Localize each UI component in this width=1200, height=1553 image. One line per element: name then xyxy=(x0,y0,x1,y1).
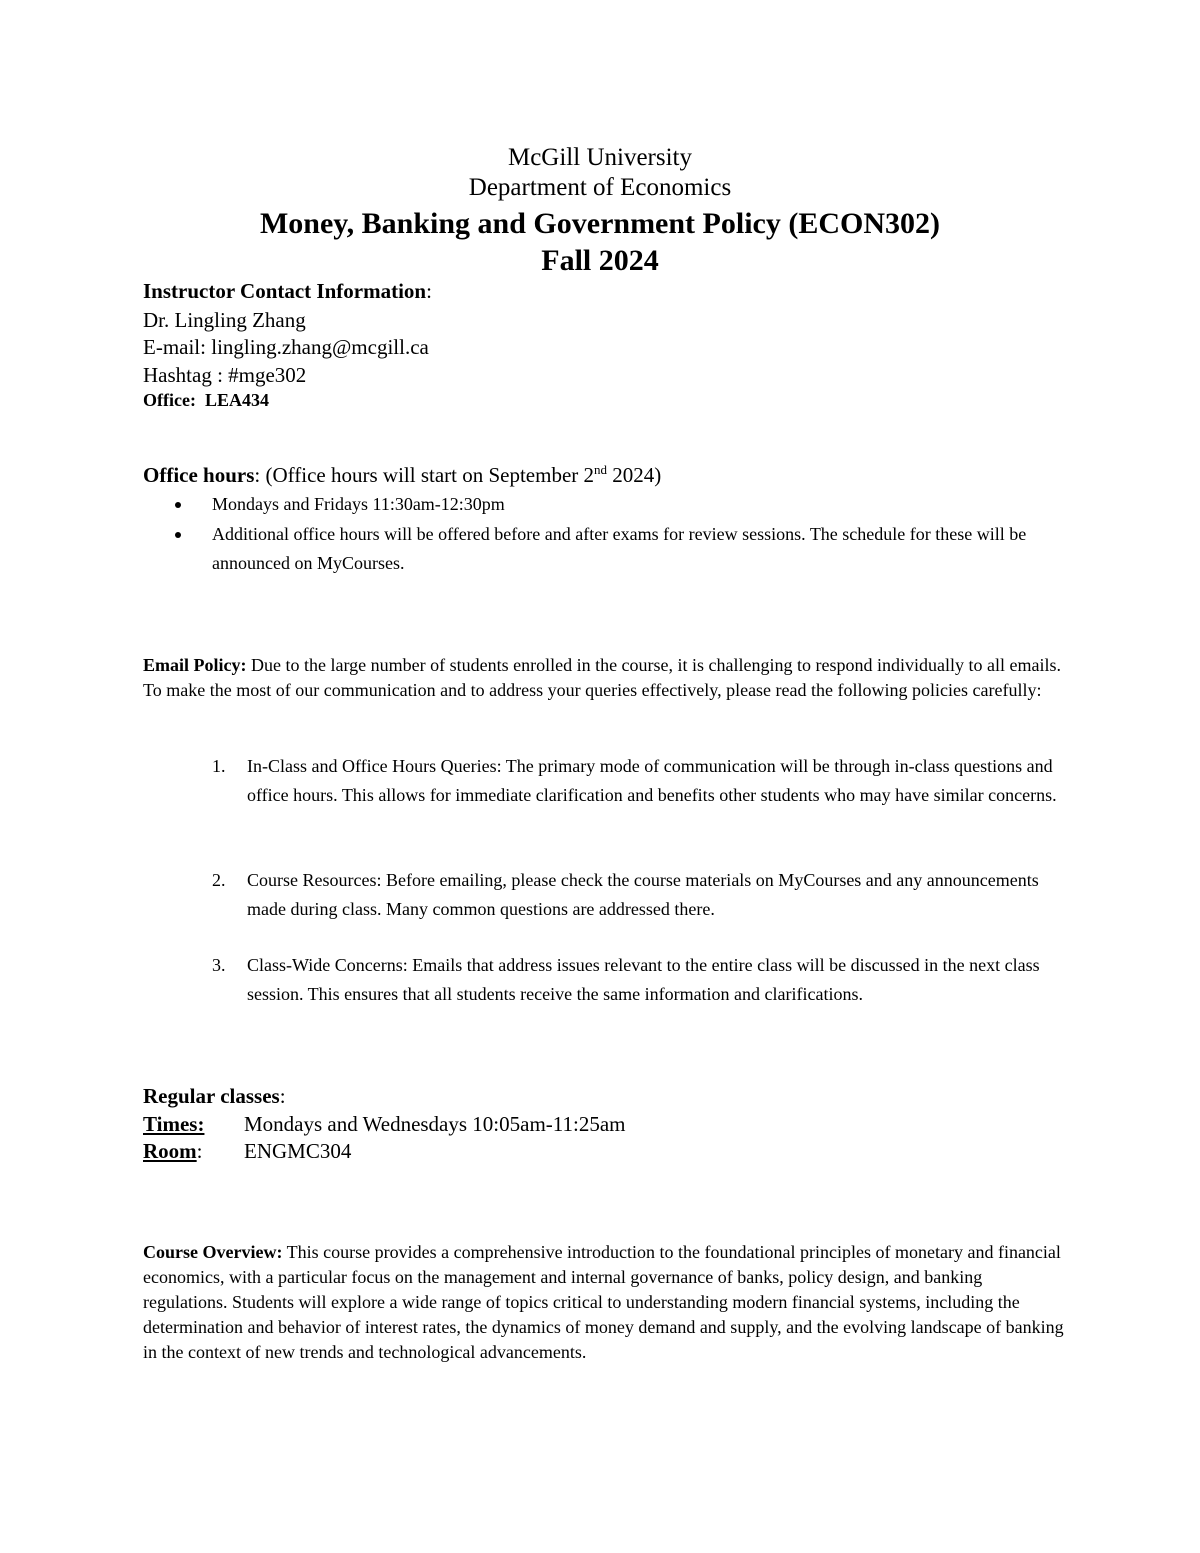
office-hours-item-1: Mondays and Fridays 11:30am-12:30pm xyxy=(212,494,505,514)
course-overview-label: Course Overview: xyxy=(143,1242,283,1262)
room-value: ENGMC304 xyxy=(244,1139,352,1163)
office-hours-heading xyxy=(143,461,661,489)
instructor-email-link[interactable]: lingling.zhang@mcgill.ca xyxy=(211,335,429,359)
instructor-name: Dr. Lingling Zhang xyxy=(143,308,306,332)
regular-classes-label: Regular classes xyxy=(143,1084,280,1108)
office-hours-note-before: : (Office hours will start on September 2 xyxy=(254,463,595,487)
office-hours-note-after: 2024) xyxy=(607,463,662,487)
instructor-heading-label: Instructor Contact Information xyxy=(143,279,427,303)
policy-item-number: 2. xyxy=(212,870,226,890)
email-policy-text: Due to the large number of students enrolled in the course, it is challenging to respond individually to all emails. To make the most of our communication and to address your queries effectively, please read the following policies carefully: xyxy=(143,655,1061,700)
room-label-wrap xyxy=(143,1137,244,1165)
course-title: Money, Banking and Government Policy (ECON302) xyxy=(259,207,941,240)
policy-item-text: Course Resources: Before emailing, please check the course materials on MyCourses and any announcements made during class. Many common questions are addressed there. xyxy=(247,870,1039,919)
course-overview-text: This course provides a comprehensive introduction to the foundational principles of monetary and financial economics, with a particular focus on the management and internal governance of banks, policy design, and banking regulations. Students will explore a wide range of topics critical to understanding modern financial systems, including the determination and behavior of interest rates, the dynamics of money demand and supply, and the evolving landscape of banking in the context of new trends and technological advancements. xyxy=(143,1242,1064,1362)
policy-item-text: Class-Wide Concerns: Emails that address issues relevant to the entire class will be discussed in the next class session. This ensures that all students receive the same information and clarifications. xyxy=(247,955,1040,1004)
times-value: Mondays and Wednesdays 10:05am-11:25am xyxy=(244,1112,626,1136)
email-policy-paragraph xyxy=(143,653,1068,703)
office-hours-label: Office hours xyxy=(143,463,255,487)
email-label: E-mail: xyxy=(143,335,212,359)
office-value: LEA434 xyxy=(204,390,269,410)
email-policy-label: Email Policy: xyxy=(143,655,247,675)
instructor-email-line xyxy=(143,333,429,361)
course-overview-paragraph xyxy=(143,1240,1068,1365)
policy-item-number: 1. xyxy=(212,756,226,776)
instructor-heading-colon: : xyxy=(426,279,432,303)
times-label: Times: xyxy=(143,1112,205,1136)
course-term: Fall 2024 xyxy=(541,244,659,277)
regular-classes-heading xyxy=(143,1082,286,1110)
class-room-row xyxy=(143,1137,351,1165)
university-name: McGill University xyxy=(507,144,692,171)
instructor-heading xyxy=(143,277,432,305)
bullet-icon xyxy=(175,532,181,538)
office-hours-note-sup: nd xyxy=(594,462,608,477)
instructor-hashtag: Hashtag : #mge302 xyxy=(143,363,307,387)
room-colon: : xyxy=(196,1139,203,1163)
office-hours-item-2: Additional office hours will be offered before and after exams for review sessions. The schedule for these will be announced on MyCourses. xyxy=(212,524,1027,573)
office-label: Office: xyxy=(143,390,196,410)
policy-item-number: 3. xyxy=(212,955,226,975)
class-times-row xyxy=(143,1110,626,1138)
policy-item-text: In-Class and Office Hours Queries: The primary mode of communication will be through in-class questions and office hours. This allows for immediate clarification and benefits other students who may have similar concerns. xyxy=(247,756,1057,805)
regular-classes-colon: : xyxy=(279,1084,286,1108)
department-name: Department of Economics xyxy=(468,174,732,201)
instructor-office xyxy=(143,387,269,413)
bullet-icon xyxy=(175,502,181,508)
room-label: Room xyxy=(143,1139,197,1163)
